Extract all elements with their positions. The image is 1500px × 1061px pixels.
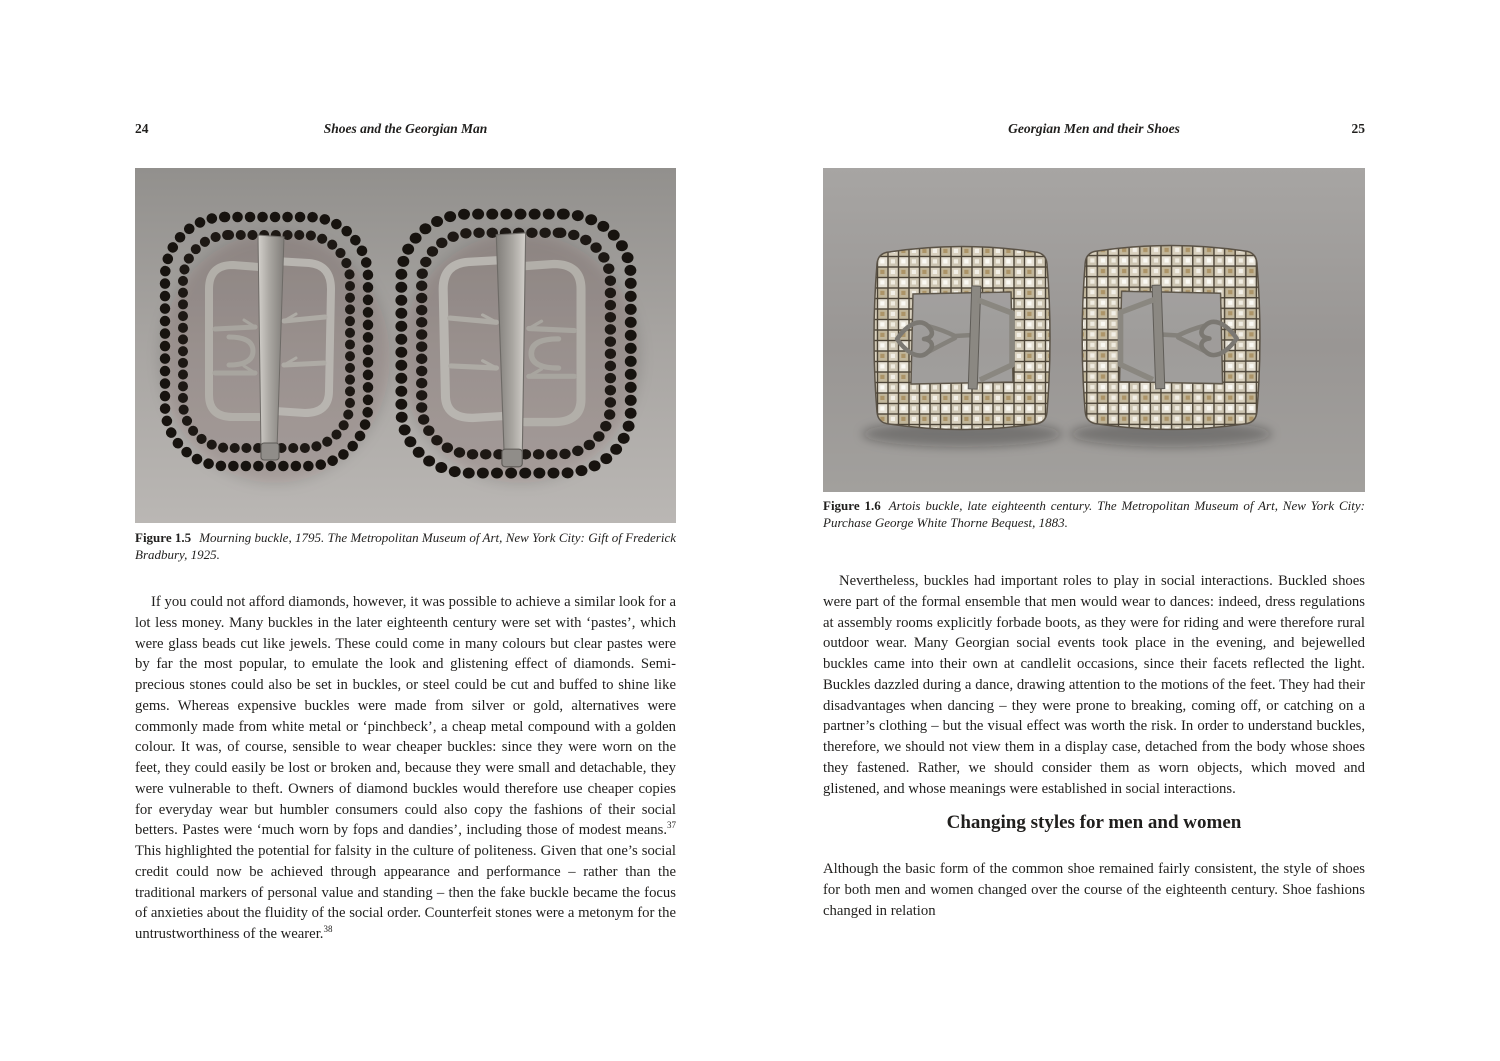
- page-number-left: 24: [135, 121, 149, 136]
- page-number-right: 25: [1351, 121, 1365, 136]
- body-paragraph-right-2: Although the basic form of the common shoe remained fairly consistent, the style of shoes for both men and women changed over the course of the eighteenth century. Shoe fashions changed in relation: [823, 861, 1365, 919]
- page-24: [135, 0, 676, 1061]
- footnote-ref-37: 37: [667, 820, 676, 831]
- running-head-right: Georgian Men and their Shoes: [1008, 121, 1180, 136]
- running-header-left: [135, 121, 676, 139]
- paragraph-segment: If you could not afford diamonds, however, it was possible to achieve a similar look for a lot less money. Many buckles in the later eighteenth century were set with ‘pastes’, which were glass beads cut like jewels. These could come in many colours but clear pastes were by far the most popular, to emulate the look and glistening effect of diamonds. Semi-precious stones could also be set in buckles, or steel could be cut and buffed to shine like gems. Whereas expensive buckles were made from silver or gold, alternatives were commonly made from white metal or ‘pinchbeck’, a cheap metal compound with a golden colour. It was, of course, sensible to wear cheaper buckles: since they were worn on the feet, they could easily be lost or broken and, because they were small and detachable, they were vulnerable to theft. Owners of diamond buckles would therefore use cheaper copies for everyday wear but humbler consumers could also copy the fashions of their social betters. Pastes were ‘much worn by fops and dandies’, including those of modest means.: [135, 594, 676, 839]
- artois-buckles-image: [823, 168, 1365, 492]
- figure-1-6-photo: [823, 168, 1365, 492]
- body-paragraph-left: [135, 592, 676, 945]
- figure-1-5-caption-text: Mourning buckle, 1795. The Metropolitan Museum of Art, New York City: Gift of Frederick Bradbury, 1925.: [135, 530, 677, 563]
- figure-1-5-label: Figure 1.5: [135, 530, 192, 545]
- body-paragraph-right-1: Nevertheless, buckles had important roles to play in social interactions. Buckled shoes were part of the formal ensemble that men would wear to dances: indeed, dress regulations at assembly rooms explicitly forbade boots, as they were for riding and were therefore rural outdoor wear. Many Georgian social events took place in the evening, and bejewelled buckles came into their own at candlelit occasions, since their facets reflected the light. Buckles dazzled during a dance, drawing attention to the motions of the feet. They had their disadvantages when dancing – they were prone to breaking, coming off, or catching on a partner’s clothing – but the visual effect was worth the risk. In order to understand buckles, therefore, we should not view them in a display case, detached from the body whose shoes they fastened. Rather, we should consider them as worn objects, which moved and glistened, and whose meanings were established in social interactions.: [823, 573, 1365, 797]
- section-heading: Changing styles for men and women: [946, 812, 1242, 833]
- paragraph-segment: This highlighted the potential for falsity in the culture of politeness. Given that one’s social credit could now be achieved through appearance and performance – rather than the traditional markers of personal value and standing – then the fake buckle became the focus of anxieties about the fluidity of the social order. Counterfeit stones were a metonym for the untrustworthiness of the wearer.: [135, 843, 676, 942]
- mourning-buckles-image: [135, 168, 676, 523]
- page-25: [823, 0, 1365, 1061]
- figure-1-6-caption: [823, 497, 1365, 532]
- figure-1-5-photo: [135, 168, 676, 523]
- figure-1-6-caption-text: Artois buckle, late eighteenth century. The Metropolitan Museum of Art, New York City: Purchase George White Thorne Bequest, 1883.: [823, 498, 1365, 531]
- footnote-ref-38: 38: [323, 924, 333, 935]
- figure-1-5-caption: [135, 529, 676, 564]
- running-head-left: Shoes and the Georgian Man: [323, 121, 488, 136]
- figure-1-6-label: Figure 1.6: [823, 498, 881, 513]
- running-header-right: [823, 121, 1365, 139]
